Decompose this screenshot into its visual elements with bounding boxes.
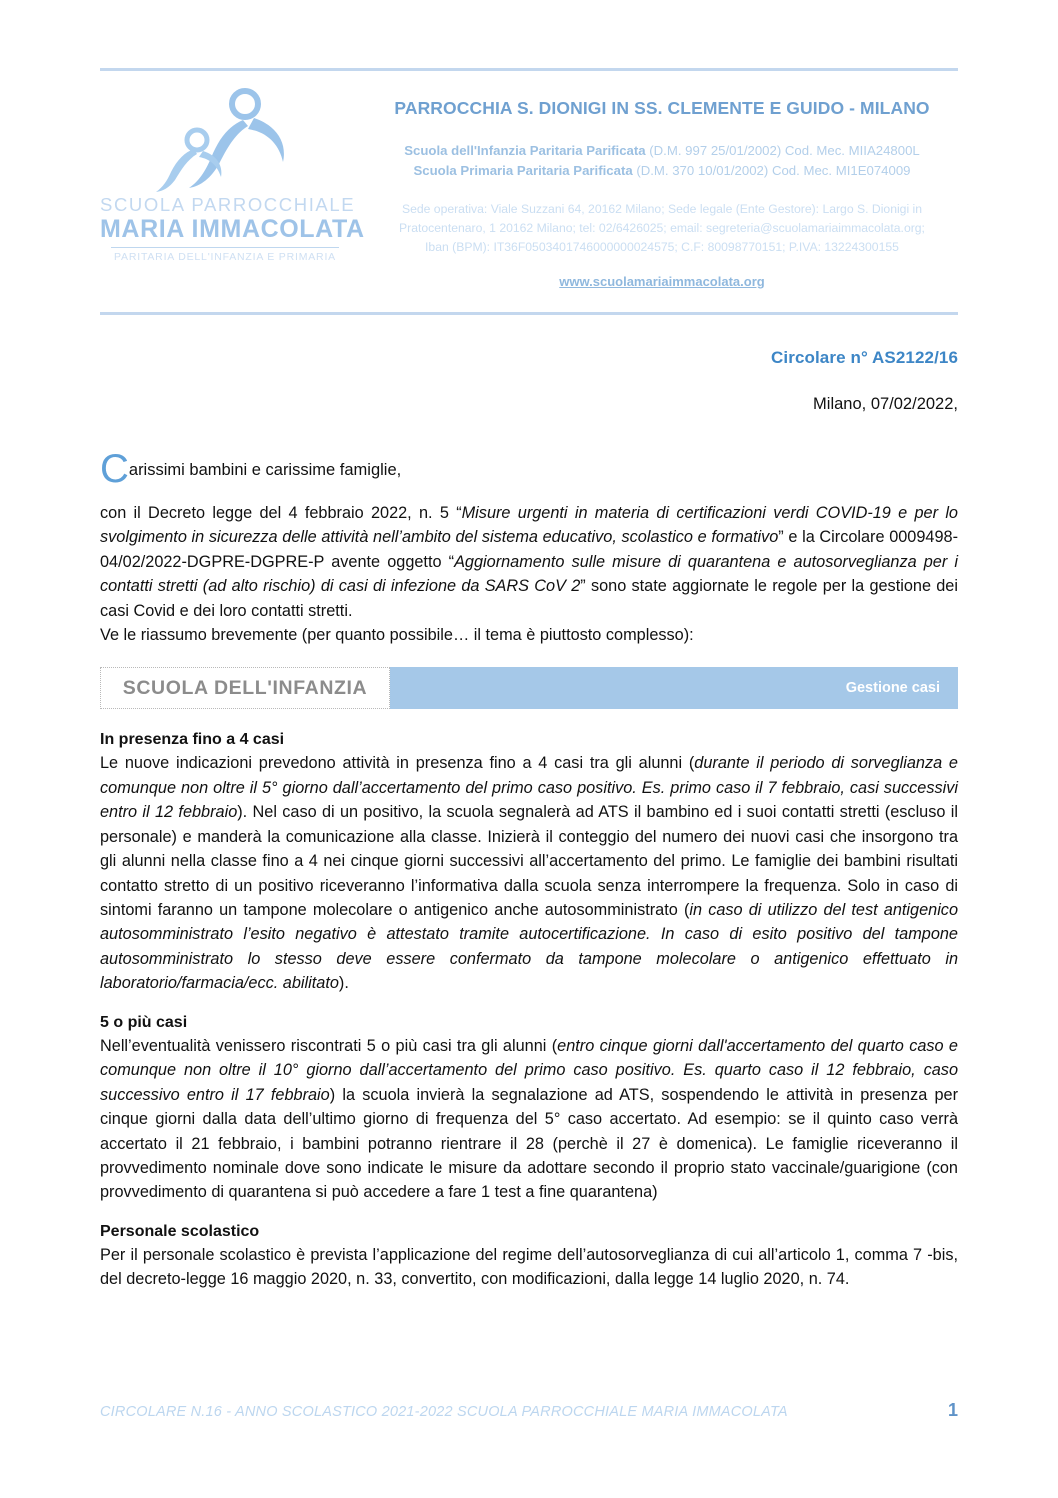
intro-p1-italic-2: Aggiornamento sulle misure di quarantena e autosorveglianza per i contatti stretti (ad alto rischio) di casi di infezione da SARS CoV 2	[100, 552, 959, 596]
school-line-2	[366, 161, 958, 181]
logo-figures-icon	[135, 82, 315, 192]
address-line-3: Iban (BPM): IT36F0503401746000000024575; C.F: 80098770151; P.IVA: 13224300155	[425, 239, 899, 254]
footer-text: CIRCOLARE N.16 - ANNO SCOLASTICO 2021-2022 SCUOLA PARROCCHIALE MARIA IMMACOLATA	[100, 1404, 788, 1420]
school-line-1-bold: Scuola dell'Infanzia Paritaria Parificata	[404, 143, 646, 158]
page-footer	[100, 1400, 958, 1421]
header-rule-top	[100, 68, 958, 71]
intro-p1-b: ” e la Circolare 0009498-04/02/2022-DGPRE-DGPRE-P avente oggetto “	[100, 528, 958, 571]
banner-bar-label: Gestione casi	[845, 680, 940, 697]
letterhead-text	[350, 76, 958, 289]
section-paragraph	[100, 751, 958, 995]
city-date: Milano, 07/02/2022,	[813, 395, 958, 413]
sec2-a: Per il personale scolastico è prevista l’applicazione del regime dell’autosorveglianza di cui all’articolo 1, comma 7 -bis, del decreto-legge 16 maggio 2020, n. 33, convertito, con modificazioni, dalla legge 14 luglio 2020, n. 74.	[100, 1245, 958, 1289]
circular-number: Circolare n° AS2122/16	[771, 348, 958, 367]
logo-line-1: SCUOLA PARROCCHIALE	[100, 194, 356, 215]
sec0-a: Le nuove indicazioni prevedono attività in presenza fino a 4 casi tra gli alunni (	[100, 754, 695, 773]
intro-p1-c: ” sono state aggiornate le regole per la gestione dei casi Covid e dei loro contatti stretti.	[100, 577, 958, 620]
intro-paragraph-1	[100, 501, 958, 623]
address-block	[366, 200, 958, 257]
sec1-b: ) la scuola invierà la segnalazione ad ATS, sospendendo le attività in presenza per cinque giorni dalla data dell’ultimo giorno di frequenza del 5° caso accertato. Ad esempio: se il quinto caso verrà accertato il 21 febbraio, i bambini potranno rientrare il 28 (perchè il 27 è domenica). Le famiglie riceveranno il provvedimento nominale dove sono indicate le misure da adottare secondo il proprio stato vaccinale/guarigione (con provvedimento di quarantena si può accedere a fare 1 test a fine quarantena)	[100, 1085, 958, 1202]
greeting-text: arissimi bambini e carissime famiglie,	[128, 461, 402, 479]
letterhead	[100, 76, 958, 310]
address-line-2: Pratocentenaro, 1 20162 Milano; tel: 02/6426025; email: segreteria@scuolamariaimmacolata.org;	[399, 220, 925, 235]
sec1-a: Nell’eventualità venissero riscontrati 5 o più casi tra gli alunni (	[100, 1036, 558, 1055]
section-heading: In presenza fino a 4 casi	[100, 731, 285, 749]
sec0-italic-1: durante il periodo di sorveglianza e comunque non oltre il 5° giorno dall’accertamento del primo caso positivo. Es. primo caso il 7 febbraio, casi successivi entro il 12 febbraio	[100, 754, 958, 822]
sec0-italic-2: in caso di utilizzo del test antigenico autosomministrato l’esito negativo è attestato tramite autocertificazione. In caso di esito positivo del tampone autosomministrato lo stesso deve essere confermato da tampone molecolare o antigenico effettuato in laboratorio/farmacia/ecc. abilitato	[100, 901, 959, 993]
header-rule-bottom	[100, 312, 958, 315]
intro-paragraph-block	[100, 501, 958, 648]
section-heading: 5 o più casi	[100, 1013, 188, 1031]
logo-line-2: MARIA IMMACOLATA	[100, 215, 365, 244]
section-cinque-o-piu-casi	[100, 1014, 958, 1205]
section-banner	[100, 667, 958, 709]
school-line-1-rest: (D.M. 997 25/01/2002) Cod. Mec. MIIA24800L	[645, 143, 920, 158]
sec1-italic-1: entro cinque giorni dall'accertamento del quarto caso e comunque non oltre il 10° giorno dall’accertamento del primo caso positivo. Es. quarto caso il 12 febbraio, caso successivo entro il 17 febbraio	[100, 1036, 958, 1104]
section-paragraph	[100, 1243, 958, 1292]
school-line-2-bold: Scuola Primaria Paritaria Parificata	[413, 163, 633, 179]
section-paragraph	[100, 1034, 958, 1205]
address-line-1: Sede operativa: Viale Suzzani 64, 20162 Milano; Sede legale (Ente Gestore): Largo S. Dionigi in	[401, 201, 923, 216]
banner-tag	[100, 667, 390, 709]
section-in-presenza	[100, 731, 958, 995]
banner-tag-label: SCUOLA DELL'INFANZIA	[122, 676, 368, 699]
footer-page-number: 1	[947, 1400, 958, 1420]
section-personale-scolastico	[100, 1223, 958, 1292]
logo-line-3: PARITARIA DELL'INFANZIA E PRIMARIA	[114, 251, 336, 264]
intro-paragraph-2: Ve le riassumo brevemente (per quanto possibile… il tema è piuttosto complesso):	[100, 625, 694, 644]
intro-p1-italic-1: Misure urgenti in materia di certificazioni verdi COVID-19 e per lo svolgimento in sicurezza delle attività nell’ambito del sistema educativo, scolastico e formativo	[100, 503, 958, 547]
drop-cap: C	[100, 447, 129, 491]
document-meta	[100, 348, 958, 414]
banner-bar	[390, 667, 958, 709]
sec0-c: ).	[338, 974, 349, 993]
organization-title: PARROCCHIA S. DIONIGI IN SS. CLEMENTE E GUIDO - MILANO	[394, 98, 930, 118]
intro-p1-a: con il Decreto legge del 4 febbraio 2022, n. 5 “	[100, 503, 462, 522]
sec0-b: ). Nel caso di un positivo, la scuola segnalerà ad ATS il bambino ed i suoi contatti stretti (escluso il personale) e manderà la comunicazione alla classe. Inizierà il conteggio del numero dei nuovi casi che insorgono tra gli alunni nella classe fino a 4 nei cinque giorni successivi all’accertamento del primo. Le famiglie dei bambini risultati contatto stretto di un positivo riceveranno l’informativa dalla scuola senza interrompere la frequenza. Solo in caso di sintomi faranno un tampone molecolare o antigenico anche autosomministrato (	[100, 803, 958, 920]
greeting-line	[100, 447, 958, 491]
school-line-2-rest: (D.M. 370 10/01/2002) Cod. Mec. MI1E074009	[632, 163, 911, 179]
section-heading: Personale scolastico	[100, 1222, 260, 1240]
school-logo	[100, 76, 365, 264]
website-link[interactable]: www.scuolamariaimmacolata.org	[559, 273, 765, 289]
school-line-1	[366, 141, 958, 161]
document-body	[100, 447, 959, 1310]
logo-divider	[111, 247, 339, 248]
